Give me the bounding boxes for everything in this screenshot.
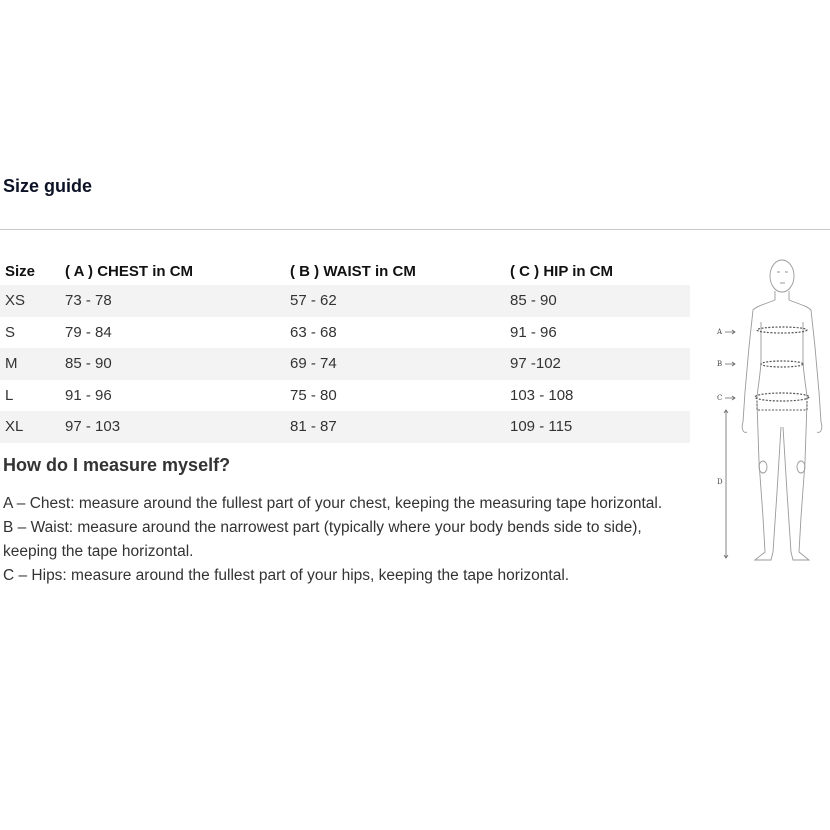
table-row — [0, 285, 690, 317]
table-cell: 63 - 68 — [290, 323, 337, 341]
measure-instructions — [3, 492, 683, 588]
table-cell: 57 - 62 — [290, 285, 510, 317]
table-cell: 69 - 74 — [290, 348, 510, 380]
instruction-waist: B – Waist: measure around the narrowest part (typically where your body bends side to side), keeping the tape horizontal. — [3, 519, 642, 560]
table-cell: XL — [0, 411, 65, 443]
table-row — [0, 317, 690, 349]
page-title: Size guide — [3, 176, 93, 196]
table-cell: 79 - 84 — [65, 323, 112, 341]
label-c: C — [717, 394, 723, 402]
column-header: ( C ) HIP in CM — [510, 262, 614, 280]
divider — [0, 229, 830, 230]
column-header: ( B ) WAIST in CM — [290, 262, 416, 280]
measure-heading: How do I measure myself? — [3, 455, 231, 475]
column-header: ( A ) CHEST in CM — [65, 262, 194, 280]
table-row — [0, 380, 690, 412]
label-a: A — [717, 328, 723, 336]
table-cell: M — [0, 348, 65, 380]
table-row — [0, 348, 690, 380]
body-outline-icon — [705, 252, 830, 572]
body-measurement-figure — [705, 252, 830, 572]
size-table — [0, 257, 690, 443]
label-b: B — [717, 360, 723, 368]
table-cell: 73 - 78 — [65, 285, 290, 317]
table-cell: 81 - 87 — [290, 411, 510, 443]
instruction-hips: C – Hips: measure around the fullest part of your hips, keeping the tape horizontal. — [3, 567, 570, 584]
table-cell: S — [5, 323, 16, 341]
table-header-row — [0, 257, 690, 285]
table-cell: 97 -102 — [510, 348, 690, 380]
table-cell: 103 - 108 — [510, 386, 574, 404]
instruction-chest: A – Chest: measure around the fullest part of your chest, keeping the measuring tape horizontal. — [3, 495, 663, 512]
table-cell: 85 - 90 — [65, 348, 290, 380]
table-cell: 91 - 96 — [65, 386, 112, 404]
label-d: D — [717, 478, 723, 486]
table-cell: 91 - 96 — [510, 323, 557, 341]
table-cell: 75 - 80 — [290, 386, 337, 404]
table-cell: L — [5, 386, 14, 404]
table-cell: 97 - 103 — [65, 411, 290, 443]
table-cell: XS — [0, 285, 65, 317]
table-cell: 85 - 90 — [510, 285, 690, 317]
table-row — [0, 411, 690, 443]
table-cell: 109 - 115 — [510, 411, 690, 443]
column-header: Size — [5, 262, 36, 280]
